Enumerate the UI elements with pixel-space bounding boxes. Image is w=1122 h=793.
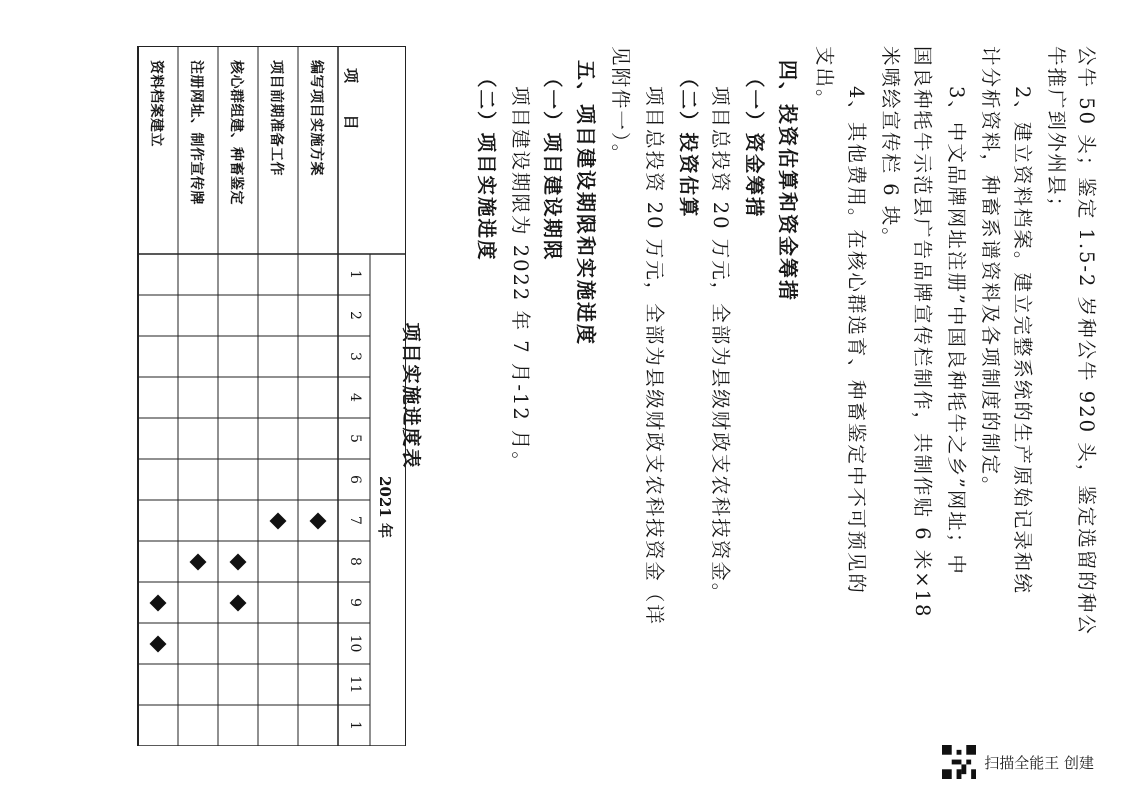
row-label: 核心群组建、种畜鉴定 — [228, 60, 244, 205]
schedule-table — [96, 46, 406, 746]
sub-heading: （一）资金筹措 — [743, 68, 766, 219]
watermark-text: 扫描全能王 创建 — [984, 753, 1094, 772]
month-header: 7 — [347, 516, 363, 525]
paragraph-line: 支出。 — [813, 46, 836, 111]
sub-heading: （二）项目实施进度 — [475, 68, 498, 262]
row-label: 注册网址、制作宣传牌 — [188, 60, 204, 205]
month-header: 10 — [347, 634, 363, 653]
paragraph-line: 项目总投资 20 万元，全部为县级财政支农科技资金（详 — [643, 86, 666, 626]
paragraph-line: 计分析资料，种畜系谱资料及各项制度的制定。 — [979, 46, 1002, 498]
month-header: 11 — [347, 675, 363, 694]
paragraph-line: 见附件一）。 — [609, 46, 632, 166]
paragraph-line: 3、中文品牌网址注册”中国良种牦牛之乡”网址；中 — [945, 86, 968, 576]
paragraph-line: 国良种牦牛示范县广告品牌宣传栏制作，共制作贴 6 米×18 — [911, 46, 934, 619]
paragraph-line: 米喷绘宣传栏 6 块。 — [879, 46, 902, 249]
row-label: 资料档案建立 — [148, 60, 164, 147]
item-column-header: 项 目 — [342, 68, 360, 131]
month-header: 5 — [347, 434, 363, 443]
paragraph-line: 4、其他费用。在核心群选育、种畜鉴定中不可预见的 — [845, 86, 868, 595]
paragraph-line: 项目建设期限为 2022 年 7 月-12 月。 — [509, 86, 532, 473]
table-title: 项目实施进度表 — [400, 322, 422, 470]
paragraph-line: 项目总投资 20 万元，全部为县级财政支农科技资金。 — [709, 86, 732, 605]
month-header: 1 — [347, 270, 363, 279]
scanner-watermark — [942, 745, 1094, 779]
section-heading: 五、项目建设期限和实施进度 — [574, 60, 598, 346]
month-header: 3 — [347, 352, 363, 361]
paragraph-line: 公牛 50 头；鉴定 1.5-2 岁种公牛 920 头，鉴定选留的种公 — [1075, 46, 1098, 636]
qr-code-icon — [942, 745, 976, 779]
month-header: 2 — [347, 311, 363, 320]
year-label: 2021 年 — [376, 476, 394, 538]
month-header: 1 — [347, 721, 363, 730]
month-header: 9 — [347, 598, 363, 607]
rotated-document — [96, 46, 1106, 746]
sub-heading: （二）投资估算 — [677, 68, 700, 219]
month-header: 4 — [347, 393, 363, 402]
section-heading: 四、投资估算和资金筹措 — [776, 60, 800, 302]
month-header: 8 — [347, 557, 363, 566]
sub-heading: （一）项目建设期限 — [541, 68, 564, 262]
row-label: 项目前期准备工作 — [268, 60, 284, 176]
paragraph-line: 2、建立资料档案。建立完整系统的生产原始记录和统 — [1011, 86, 1034, 595]
month-header: 6 — [347, 475, 363, 484]
paragraph-line: 牛推广到外州县； — [1045, 46, 1068, 219]
row-label: 编写项目实施方案 — [308, 60, 324, 176]
